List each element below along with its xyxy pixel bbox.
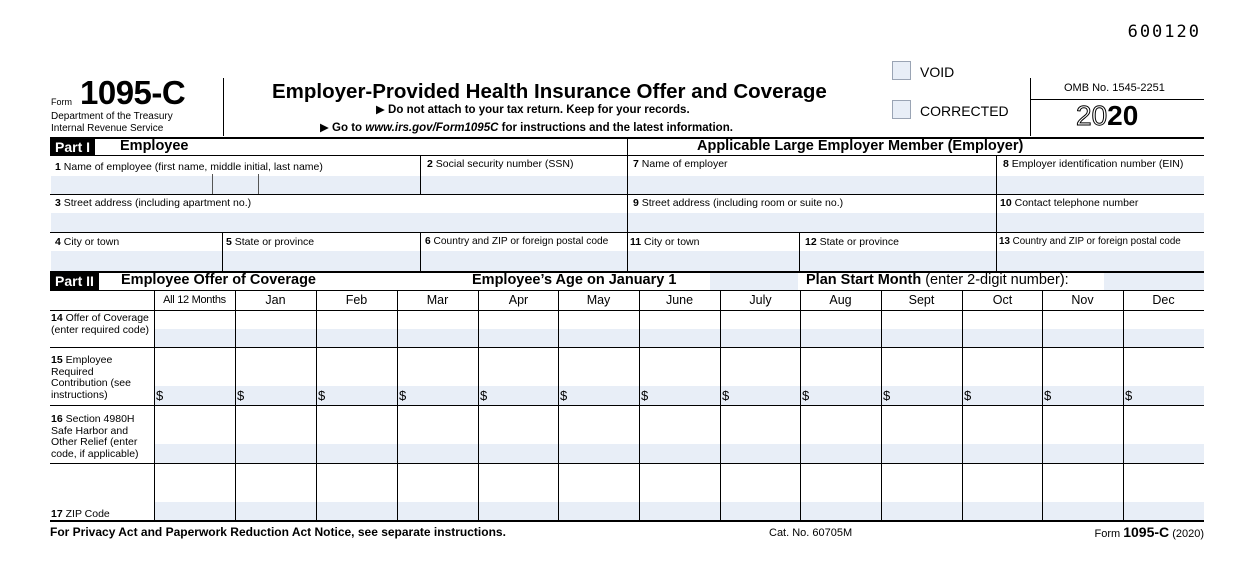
field-12-label: 12 State or province [805,236,899,248]
employee-name-input[interactable] [53,177,418,193]
field-13-label: 13 Country and ZIP or foreign postal code [999,236,1181,247]
field-9-label: 9 Street address (including room or suite no.) [633,197,844,209]
part2-title: Employee Offer of Coverage [121,272,316,288]
field-7-label: 7 Name of employer [633,158,728,170]
employer-state-input[interactable] [802,252,994,270]
column-divider [720,290,721,521]
department-line: Department of the Treasury [51,111,173,122]
line-16-label: 16 Section 4980H Safe Harbor and Other Relief (enter code, if applicable) [51,413,139,460]
employee-age-label: Employee’s Age on January 1 [472,272,677,288]
month-header-sept: Sept [908,293,935,307]
line15-bottom [50,405,1204,406]
part1-tag: Part I [50,139,95,156]
month-header-june: June [665,293,694,307]
form-word: Form [51,97,72,107]
column-divider [397,290,398,521]
part2-tag: Part II [50,273,99,290]
tax-year [1076,100,1138,132]
line-14-label: 14 Offer of Coverage (enter required code) [51,312,150,336]
month-header-oct: Oct [992,293,1013,307]
month-header-jan: Jan [265,293,286,307]
omb-number: OMB No. 1545-2251 [1064,82,1165,94]
employee-street-input[interactable] [53,214,625,231]
footer-form-word: Form [1094,528,1121,540]
dollar-sign: $ [1044,388,1052,403]
employee-city-input[interactable] [53,252,220,270]
field-1-label: 1 Name of employee (first name, middle initial, last name) [55,161,323,173]
part2-bar-bottom [50,290,1204,291]
plan-start-month-input[interactable] [1106,274,1202,289]
dollar-sign: $ [722,388,730,403]
column-divider [316,290,317,521]
employer-title: Applicable Large Employer Member (Employer) [697,138,1024,154]
month-header-mar: Mar [426,293,449,307]
line-17-label: 17 ZIP Code [51,508,110,520]
dollar-sign: $ [641,388,649,403]
instruction-line-2 [320,120,733,134]
month-header-bottom [50,310,1204,311]
line14-bottom [50,347,1204,348]
footer-form-year: (2020) [1172,528,1204,540]
plan-start-month-rest: (enter 2-digit number): [921,272,1069,288]
tax-year-bold: 20 [1107,100,1139,131]
month-header-aug: Aug [829,293,852,307]
plan-start-month-label [806,272,1069,288]
column-divider [154,291,155,522]
line-15-label: 15 Employee Required Contribution (see instructions) [51,354,131,401]
instruction-line-2-prefix: ▶ Go to [320,122,366,134]
column-divider [478,290,479,521]
footer-form-id [1094,524,1204,540]
employee-age-input[interactable] [712,274,796,289]
ssn-input[interactable] [423,177,625,193]
header-divider-left [223,78,224,136]
field-5-label: 5 State or province [226,236,315,248]
field-10-label: 10 Contact telephone number [1000,197,1139,209]
employer-city-input[interactable] [630,252,797,270]
ein-input[interactable] [999,177,1202,193]
line16-bottom [50,463,1204,464]
tax-year-outline: 20 [1076,100,1108,131]
month-header-july: July [749,293,772,307]
field-4-label: 4 City or town [55,236,120,248]
column-divider [881,290,882,521]
month-header-all: All 12 Months [163,294,226,306]
instruction-url-link[interactable]: www.irs.gov/Form1095C [365,122,499,134]
part1-row2-bottom [50,232,1204,233]
dollar-sign: $ [883,388,891,403]
employer-street-input[interactable] [630,214,994,231]
employee-zip-input[interactable] [423,252,625,270]
dollar-sign: $ [399,388,407,403]
corrected-checkbox[interactable] [892,100,911,119]
part1-title: Employee [120,138,189,154]
void-checkbox[interactable] [892,61,911,80]
column-divider [962,290,963,521]
irs-line: Internal Revenue Service [51,123,164,134]
form-title: Employer-Provided Health Insurance Offer and Coverage [272,80,827,103]
line14-fill [155,329,1204,347]
dollar-sign: $ [802,388,810,403]
dollar-sign: $ [318,388,326,403]
field-2-label: 2 Social security number (SSN) [427,158,574,170]
dollar-sign: $ [1125,388,1133,403]
month-header-apr: Apr [508,293,529,307]
field-11-label: 11 City or town [630,236,700,248]
instruction-line-2-suffix: for instructions and the latest information. [498,122,733,134]
dollar-sign: $ [237,388,245,403]
footer-form-number: 1095-C [1123,524,1170,540]
column-divider [558,290,559,521]
line17-fill [155,502,1204,520]
column-divider [800,290,801,521]
column-divider [639,290,640,521]
month-header-may: May [586,293,611,307]
dollar-sign: $ [156,388,164,403]
employer-zip-input[interactable] [999,252,1202,270]
privacy-notice: For Privacy Act and Paperwork Reduction Act Notice, see separate instructions. [50,525,506,539]
employer-name-input[interactable] [630,177,994,193]
part2-bottom-rule [50,520,1204,522]
dollar-sign: $ [560,388,568,403]
plan-start-month-bold: Plan Start Month [806,272,922,288]
field-6-label: 6 Country and ZIP or foreign postal code [425,236,609,247]
header-divider-right [1030,78,1031,136]
dollar-sign: $ [964,388,972,403]
column-divider [235,290,236,521]
void-label: VOID [920,64,955,80]
form-code: 600120 [1127,22,1201,42]
dollar-sign: $ [480,388,488,403]
month-header-dec: Dec [1152,293,1175,307]
form-number: 1095-C [80,74,186,111]
column-divider [1042,290,1043,521]
instruction-line-1: ▶ Do not attach to your tax return. Keep for your records. [376,104,690,116]
employee-state-input[interactable] [225,252,418,270]
corrected-label: CORRECTED [920,103,1009,119]
field-8-label: 8 Employer identification number (EIN) [1003,158,1184,170]
line16-fill [155,444,1204,463]
field-3-label: 3 Street address (including apartment no.) [55,197,252,209]
month-header-feb: Feb [345,293,368,307]
month-header-nov: Nov [1071,293,1094,307]
catalog-number: Cat. No. 60705M [769,527,853,539]
part1-row1-bottom [50,194,1204,195]
column-divider [1123,290,1124,521]
contact-phone-input[interactable] [999,214,1202,231]
